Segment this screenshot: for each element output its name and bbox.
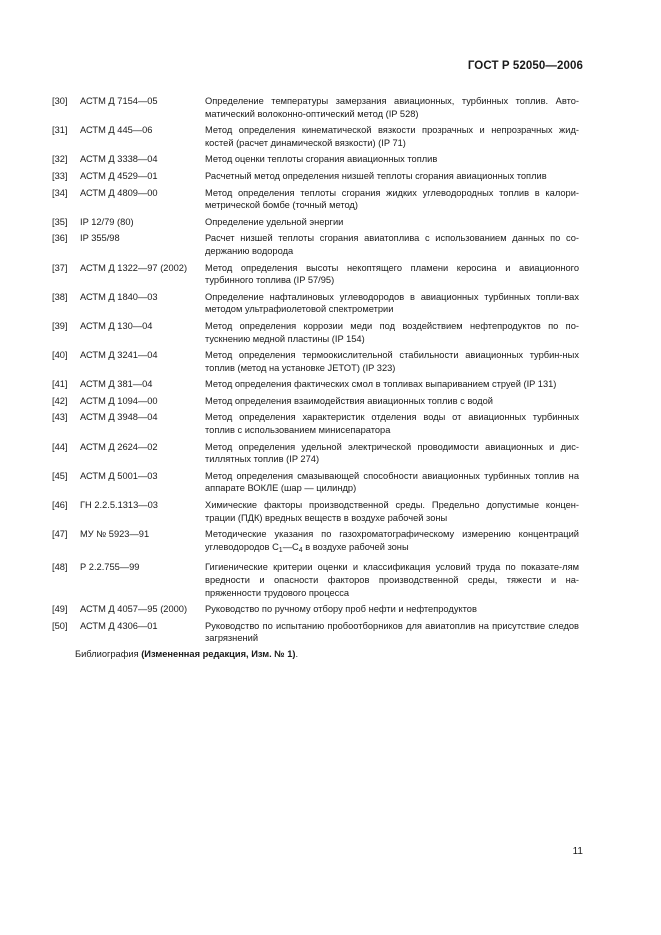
reference-code: АСТМ Д 445—06	[80, 125, 153, 136]
reference-title: Гигиенические критерии оценки и классификация условий труда по показате-лям вредности и опасности факторов производственной среды, тяжести и на-пряженности трудового процесса	[205, 562, 579, 598]
reference-code: АСТМ Д 2624—02	[80, 441, 158, 452]
reference-number: [46]	[52, 500, 68, 511]
reference-title: Метод оценки теплоты сгорания авиационных топлив	[205, 154, 438, 165]
reference-number: [44]	[52, 441, 68, 452]
reference-title: Метод определения удельной электрической проводимости авиационных и дис-тиллятных топлив (IP 274)	[205, 441, 579, 465]
reference-number: [43]	[52, 412, 68, 423]
reference-title: Метод определения смазывающей способности авиационных турбинных топлив на аппарате ВОКЛЕ (шар — цилиндр)	[205, 470, 579, 494]
page-number: 11	[572, 846, 583, 857]
reference-code: АСТМ Д 3948—04	[80, 412, 158, 423]
reference-title: Метод определения высоты некоптящего пламени керосина и авиационного турбинного топлива (IP 57/95)	[205, 262, 579, 286]
reference-title: Определение температуры замерзания авиационных, турбинных топлив. Авто-матический волоконно-оптический метод (IP 528)	[205, 96, 579, 119]
reference-row	[52, 620, 579, 645]
reference-number: [49]	[52, 604, 68, 615]
reference-code: АСТМ Д 4529—01	[80, 170, 158, 181]
reference-title: Расчетный метод определения низшей теплоты сгорания авиационных топлив	[205, 170, 547, 181]
reference-title: Руководство по ручному отбору проб нефти и нефтепродуктов	[205, 604, 477, 615]
reference-title: Метод определения коррозии меди под воздействием нефтепродуктов по по-тускнению медной пластины (IP 154)	[205, 320, 579, 344]
reference-number: [41]	[52, 379, 68, 390]
reference-row	[52, 603, 579, 616]
reference-row	[52, 187, 579, 212]
reference-code: IP 355/98	[80, 233, 120, 244]
reference-title: Метод определения теплоты сгорания жидких углеводородных топлив в калори-метрической бомбе (точный метод)	[205, 187, 579, 211]
reference-title: Расчет низшей теплоты сгорания авиатоплива с использованием данных по со-держанию водорода	[205, 233, 579, 256]
reference-title: Метод определения характеристик отделения воды от авиационных турбинных топлив с использованием минисепаратора	[205, 412, 579, 436]
reference-number: [35]	[52, 216, 68, 227]
amendment-note	[75, 648, 298, 661]
reference-title: Метод определения взаимодействия авиационных топлив с водой	[205, 395, 493, 406]
reference-number: [37]	[52, 262, 68, 273]
reference-row	[52, 95, 579, 120]
reference-code: АСТМ Д 381—04	[80, 379, 153, 390]
reference-row	[52, 470, 579, 495]
reference-number: [42]	[52, 395, 68, 406]
reference-row	[52, 291, 579, 316]
reference-row	[52, 124, 579, 149]
document-header: ГОСТ Р 52050—2006	[467, 60, 583, 72]
reference-code: АСТМ Д 5001—03	[80, 470, 158, 481]
amendment-note-bold: (Измененная редакция, Изм. № 1)	[141, 649, 296, 659]
reference-code: МУ № 5923—91	[80, 529, 150, 540]
reference-code: АСТМ Д 4057—95 (2000)	[80, 604, 188, 615]
reference-number: [38]	[52, 291, 68, 302]
reference-number: [33]	[52, 170, 68, 181]
reference-row	[52, 441, 579, 466]
reference-title: Метод определения термоокислительной стабильности авиационных турбин-ных топлив (метод на установке JETOT) (IP 323)	[205, 350, 579, 373]
amendment-note-prefix: Библиография	[75, 649, 142, 659]
reference-number: [50]	[52, 620, 68, 631]
reference-code: IP 12/79 (80)	[80, 216, 134, 227]
reference-code: Р 2.2.755—99	[80, 562, 140, 573]
reference-title: Метод определения фактических смол в топливах выпариванием струей (IP 131)	[205, 379, 557, 390]
reference-row	[52, 561, 579, 599]
reference-row	[52, 216, 579, 229]
reference-number: [31]	[52, 125, 68, 136]
reference-number: [40]	[52, 350, 68, 361]
reference-number: [32]	[52, 154, 68, 165]
reference-title: Химические факторы производственной среды. Предельно допустимые концен-трации (ПДК) вредных веществ в воздухе рабочей зоны	[205, 500, 579, 523]
reference-title: Определение удельной энергии	[205, 216, 344, 227]
reference-code: АСТМ Д 1322—97 (2002)	[80, 262, 188, 273]
reference-code: АСТМ Д 3241—04	[80, 350, 158, 361]
reference-code: АСТМ Д 1094—00	[80, 395, 158, 406]
reference-code: АСТМ Д 4306—01	[80, 620, 158, 631]
reference-row	[52, 170, 579, 183]
reference-title: Руководство по испытанию пробоотборников для авиатоплив на присутствие следов загрязнений	[205, 620, 579, 644]
reference-number: [34]	[52, 187, 68, 198]
bibliography-list	[52, 95, 579, 649]
reference-row	[52, 378, 579, 391]
reference-number: [36]	[52, 233, 68, 244]
reference-row	[52, 153, 579, 166]
reference-code: АСТМ Д 1840—03	[80, 291, 158, 302]
reference-number: [30]	[52, 96, 68, 106]
reference-code: АСТМ Д 3338—04	[80, 154, 158, 165]
reference-title: Методические указания по газохроматографическому измерению концентраций углеводородов $C_1—C_4$ в воздухе рабочей зоны	[205, 529, 579, 554]
reference-row	[52, 262, 579, 287]
reference-number: [47]	[52, 529, 68, 540]
reference-code: ГН 2.2.5.1313—03	[80, 500, 158, 511]
reference-title: Определение нафталиновых углеводородов в авиационных турбинных топли-вах методом ультрафиолетовой спектрометрии	[205, 291, 579, 315]
reference-number: [45]	[52, 470, 68, 481]
reference-row	[52, 232, 579, 257]
reference-row	[52, 528, 579, 557]
reference-code: АСТМ Д 130—04	[80, 320, 153, 331]
reference-code: АСТМ Д 4809—00	[80, 187, 158, 198]
reference-row	[52, 499, 579, 524]
reference-number: [48]	[52, 562, 68, 573]
reference-row	[52, 320, 579, 345]
reference-row	[52, 349, 579, 374]
reference-title: Метод определения кинематической вязкости прозрачных и непрозрачных жид-костей (расчет динамической вязкости) (IP 71)	[205, 125, 579, 148]
amendment-note-suffix: .	[295, 649, 299, 659]
reference-row	[52, 411, 579, 436]
reference-code: АСТМ Д 7154—05	[80, 96, 158, 106]
reference-number: [39]	[52, 320, 68, 331]
reference-row	[52, 395, 579, 408]
